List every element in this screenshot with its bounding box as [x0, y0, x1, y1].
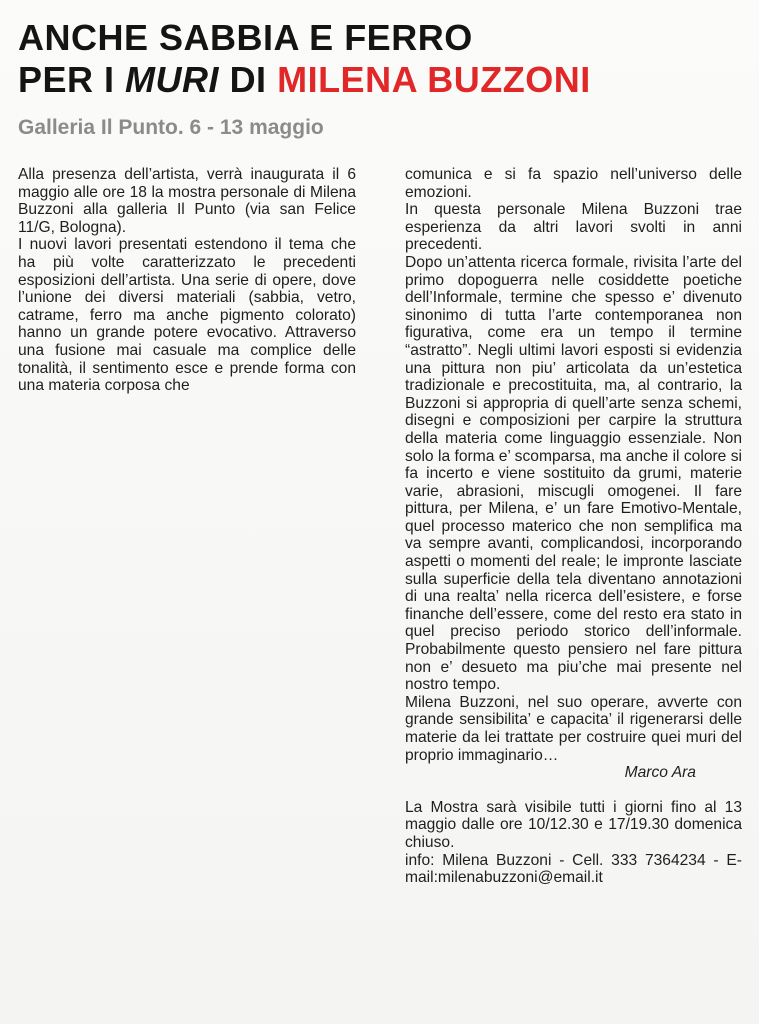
subtitle: Galleria Il Punto. 6 - 13 maggio	[18, 116, 324, 139]
info-contact: info: Milena Buzzoni - Cell. 333 7364234 - E-mail:milenabuzzoni@email.it	[405, 851, 742, 887]
left-column	[18, 166, 356, 395]
left-paragraph-1: Alla presenza dell’artista, verrà inaugurata il 6 maggio alle ore 18 la mostra personale di Milena Buzzoni alla galleria Il Punto (via san Felice 11/G, Bologna).	[18, 166, 356, 236]
right-column	[405, 166, 742, 887]
headline-line-1	[18, 18, 473, 58]
headline-artist-name: MILENA BUZZONI	[277, 59, 591, 100]
right-paragraph-3: Dopo un’attenta ricerca formale, rivisita l’arte del primo dopoguerra nelle cosiddette poetiche dell’Informale, termine che spesso e’ divenuto sinonimo di tutta l’arte contemporanea non figurativa, come era un tempo il termine “astratto”. Negli ultimi lavori esposti si evidenzia una pittura non piu’ articolata da un’estetica tradizionale e precostituita, ma, al contrario, la Buzzoni si appropria di quell’arte senza schemi, disegni e composizioni per carpire la struttura della materia come linguaggio essenziale. Non solo la forma e’ scomparsa, ma anche il colore si fa incerto e viene sostituito da grumi, materie varie, abrasioni, miscugli omogenei. Il fare pittura, per Milena, e’ un fare Emotivo-Mentale, quel processo materico che non semplifica ma va sempre avanti, complicandosi, incorporando aspetti o momenti del reale; le impronte lasciate sulla superficie della tela diventano annotazioni di una realta’ nella ricerca dell’esistere, e forse finanche dell’essere, come del resto era stato in quel preciso periodo storico dell’informale. Probabilmente questo pensiero nel fare pittura non e’ desueto ma piu’che mai presente nel nostro tempo.	[405, 253, 742, 694]
headline-prefix: PER I	[18, 59, 115, 100]
right-paragraph-4: Milena Buzzoni, nel suo operare, avverte con grande sensibilita’ e capacita’ il rigenerarsi delle materie da lei trattate per costruire quei muri del proprio immaginario…	[405, 693, 742, 764]
headline-mid: DI	[229, 59, 267, 100]
info-dates: La Mostra sarà visibile tutti i giorni fino al 13 maggio dalle ore 10/12.30 e 17/19.30 domenica chiuso.	[405, 798, 742, 851]
headline-line-2	[18, 60, 591, 100]
author-signature: Marco Ara	[624, 764, 696, 782]
headline-line-1-text: ANCHE SABBIA E FERRO	[18, 17, 473, 58]
headline-italic-word: MURI	[125, 59, 220, 100]
left-paragraph-2: I nuovi lavori presentati estendono il tema che ha più volte caratterizzato le precedenti esposizioni dell’artista. Una serie di opere, dove l’unione dei diversi materiali (sabbia, vetro, catrame, ferro ma anche pigmento colorato) hanno un grande potere evocativo. Attraverso una fusione mai casuale ma complice delle tonalità, il sentimento esce e prende forma con una materia corposa che	[18, 236, 356, 395]
right-paragraph-2: In questa personale Milena Buzzoni trae esperienza da altri lavori svolti in anni precedenti.	[405, 201, 742, 254]
signature-line	[405, 764, 742, 782]
right-paragraph-1: comunica e si fa spazio nell’universo delle emozioni.	[405, 166, 742, 201]
